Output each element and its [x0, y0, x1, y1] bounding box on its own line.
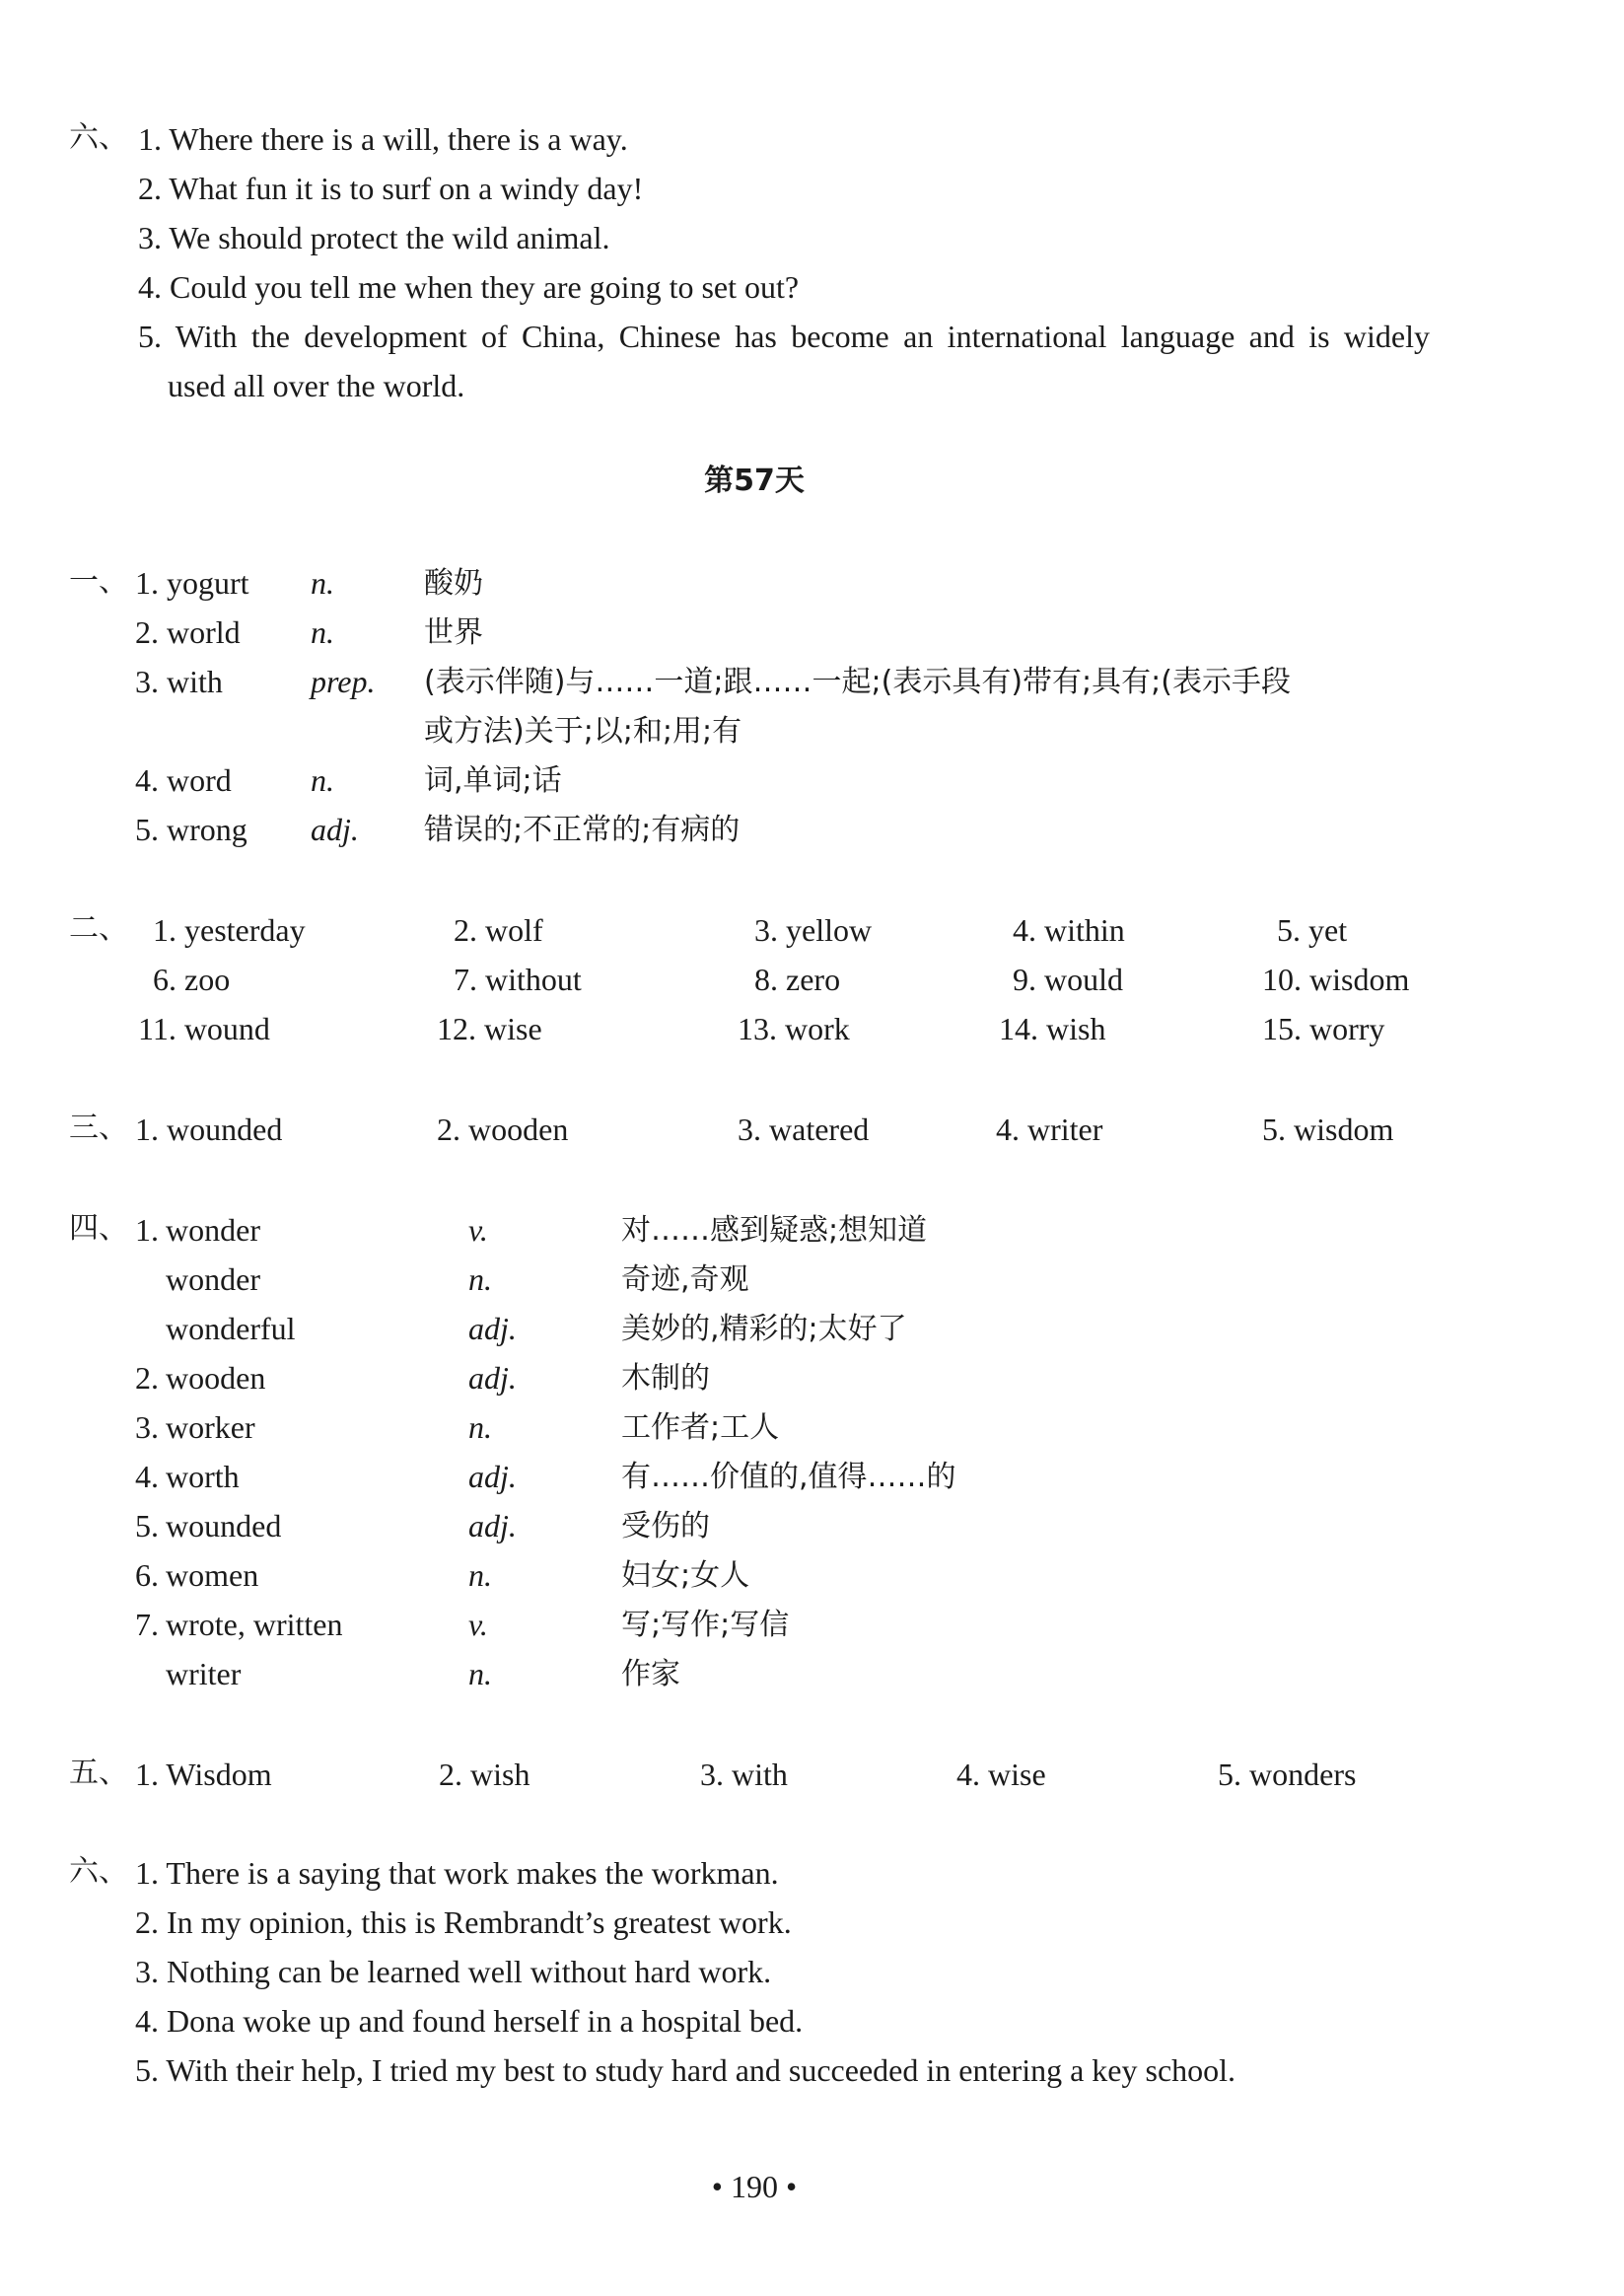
sec2-item-13: 13. work — [738, 1011, 850, 1046]
prev-sentence-3: 3. We should protect the wild animal. — [138, 220, 610, 255]
sec2-item-5: 5. yet — [1277, 912, 1348, 948]
page-number: • 190 • — [711, 2169, 798, 2204]
sec2-item-12: 12. wise — [437, 1011, 542, 1046]
sec1-word-5: 5. wrong — [135, 812, 247, 847]
sec3-item-2: 2. wooden — [437, 1112, 569, 1147]
sec4-pos-6: adj. — [468, 1459, 517, 1494]
sec5-item-4: 4. wise — [956, 1757, 1046, 1792]
sec4-meaning-1: 对……感到疑惑;想知道 — [621, 1213, 928, 1248]
sec2-item-3: 3. yellow — [754, 912, 873, 948]
sec4-meaning-7: 受伤的 — [621, 1509, 710, 1543]
sec4-pos-8: n. — [468, 1557, 492, 1593]
sec2-item-11: 11. wound — [138, 1011, 270, 1046]
sec6-sentence-2: 2. In my opinion, this is Rembrandt’s greatest work. — [135, 1904, 792, 1940]
sec2-item-9: 9. would — [1013, 962, 1123, 997]
sec3-item-4: 4. writer — [996, 1112, 1103, 1147]
prev-sentence-1: 1. Where there is a will, there is a way. — [138, 121, 628, 157]
sec4-num-5: 3. — [135, 1409, 159, 1445]
sec1-pos-1: n. — [311, 565, 334, 601]
sec1-meaning-4: 词,单词;话 — [424, 763, 562, 798]
sec4-word-8: women — [166, 1557, 259, 1593]
sec1-meaning-5: 错误的;不正常的;有病的 — [424, 813, 741, 847]
sec4-pos-2: n. — [468, 1261, 492, 1297]
sec3-item-3: 3. watered — [738, 1112, 870, 1147]
section-label-1: 一、 — [69, 564, 128, 599]
prev-sentence-5-cont: used all over the world. — [168, 368, 465, 403]
sec2-item-7: 7. without — [454, 962, 582, 997]
section-label-5: 五、 — [69, 1756, 128, 1790]
sec6-sentence-5: 5. With their help, I tried my best to study hard and succeeded in entering a key school. — [135, 2052, 1236, 2088]
section-label-2: 二、 — [69, 911, 128, 946]
prev-sentence-5: 5. With the development of China, Chinese has become an international language and is widely — [138, 319, 1430, 354]
prev-sentence-4: 4. Could you tell me when they are going to set out? — [138, 269, 800, 305]
sec2-item-14: 14. wish — [999, 1011, 1106, 1046]
sec4-word-10: writer — [166, 1656, 242, 1691]
sec4-word-2: wonder — [166, 1261, 260, 1297]
sec1-word-2: 2. world — [135, 614, 241, 650]
sec4-meaning-10: 作家 — [621, 1657, 680, 1691]
sec4-word-5: worker — [166, 1409, 255, 1445]
sec2-item-1: 1. yesterday — [153, 912, 306, 948]
sec1-meaning-3: (表示伴随)与……一道;跟……一起;(表示具有)带有;具有;(表示手段 — [424, 665, 1291, 699]
sec4-num-6: 4. — [135, 1459, 159, 1494]
sec4-num-1: 1. — [135, 1212, 159, 1248]
sec4-pos-4: adj. — [468, 1360, 517, 1396]
sec2-item-6: 6. zoo — [153, 962, 231, 997]
sec4-pos-3: adj. — [468, 1311, 517, 1346]
day-title: 第57天 — [704, 464, 805, 498]
sec4-num-9: 7. — [135, 1607, 159, 1642]
sec2-item-2: 2. wolf — [454, 912, 543, 948]
sec2-item-8: 8. zero — [754, 962, 841, 997]
sec4-num-4: 2. — [135, 1360, 159, 1396]
sec3-item-1: 1. wounded — [135, 1112, 283, 1147]
section-label-6: 六、 — [69, 1854, 128, 1889]
sec1-pos-5: adj. — [311, 812, 359, 847]
sec6-sentence-3: 3. Nothing can be learned well without hard work. — [135, 1954, 772, 1989]
sec4-word-7: wounded — [166, 1508, 282, 1543]
sec1-word-3: 3. with — [135, 664, 223, 699]
sec4-pos-1: v. — [468, 1212, 488, 1248]
sec4-meaning-8: 妇女;女人 — [621, 1558, 750, 1593]
sec4-word-9: wrote, written — [166, 1607, 343, 1642]
section-label-4: 四、 — [69, 1211, 128, 1246]
sec4-meaning-3: 美妙的,精彩的;太好了 — [621, 1312, 907, 1346]
sec1-word-1: 1. yogurt — [135, 565, 249, 601]
sec2-item-15: 15. worry — [1262, 1011, 1385, 1046]
sec1-pos-2: n. — [311, 614, 334, 650]
sec6-sentence-1: 1. There is a saying that work makes the workman. — [135, 1855, 779, 1891]
sec1-pos-4: n. — [311, 762, 334, 798]
sec5-item-5: 5. wonders — [1218, 1757, 1357, 1792]
sec4-pos-9: v. — [468, 1607, 488, 1642]
sec4-word-3: wonderful — [166, 1311, 296, 1346]
sec4-word-6: worth — [166, 1459, 240, 1494]
sec3-item-5: 5. wisdom — [1262, 1112, 1394, 1147]
sec5-item-2: 2. wish — [439, 1757, 530, 1792]
sec4-meaning-4: 木制的 — [621, 1361, 710, 1396]
sec4-meaning-6: 有……价值的,值得……的 — [621, 1460, 956, 1494]
sec1-meaning-1: 酸奶 — [424, 566, 483, 601]
sec2-item-10: 10. wisdom — [1262, 962, 1410, 997]
sec2-item-4: 4. within — [1013, 912, 1125, 948]
section-label-prev-6: 六、 — [69, 120, 128, 155]
sec1-meaning-2: 世界 — [424, 615, 483, 650]
sec1-meaning-3-cont: 或方法)关于;以;和;用;有 — [424, 714, 742, 749]
sec4-meaning-5: 工作者;工人 — [621, 1410, 780, 1445]
sec4-pos-7: adj. — [468, 1508, 517, 1543]
prev-sentence-2: 2. What fun it is to surf on a windy day! — [138, 171, 644, 206]
sec1-word-4: 4. word — [135, 762, 232, 798]
section-label-3: 三、 — [69, 1111, 128, 1145]
sec4-pos-5: n. — [468, 1409, 492, 1445]
sec4-word-4: wooden — [166, 1360, 266, 1396]
sec6-sentence-4: 4. Dona woke up and found herself in a hospital bed. — [135, 2003, 804, 2039]
sec4-meaning-9: 写;写作;写信 — [621, 1608, 790, 1642]
sec4-num-7: 5. — [135, 1508, 159, 1543]
sec4-word-1: wonder — [166, 1212, 260, 1248]
sec1-pos-3: prep. — [311, 664, 376, 699]
sec4-pos-10: n. — [468, 1656, 492, 1691]
sec4-meaning-2: 奇迹,奇观 — [621, 1262, 749, 1297]
sec5-item-3: 3. with — [700, 1757, 788, 1792]
sec5-item-1: 1. Wisdom — [135, 1757, 272, 1792]
sec4-num-8: 6. — [135, 1557, 159, 1593]
